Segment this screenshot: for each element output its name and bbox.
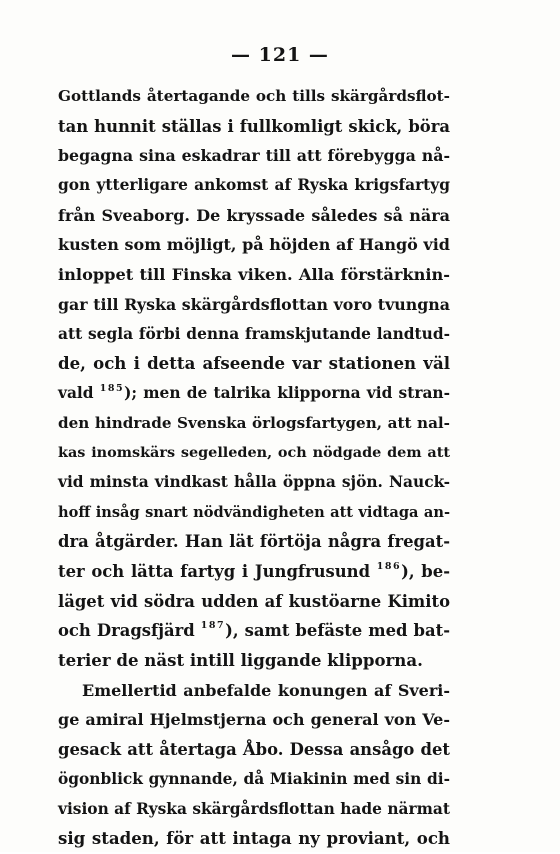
text-line: [58, 379, 450, 409]
line-text-before-note: och Dragsfjärd: [58, 621, 201, 641]
text-line: kusten som möjligt, på höjden af Hangö vid: [58, 235, 450, 255]
footnote-marker: 187: [200, 620, 226, 632]
line-text-before-note: vald: [58, 383, 100, 402]
footnote-marker: 185: [99, 382, 125, 394]
text-line: kas inomskärs segelleden, och nödgade dem att: [58, 444, 450, 462]
text-line: dra åtgärder. Han lät förtöja några fregat-: [58, 532, 450, 552]
text-line: läget vid södra udden af kustöarne Kimito: [58, 591, 450, 611]
text-line: från Sveaborg. De kryssade således så nära: [58, 205, 450, 225]
text-line: vid minsta vindkast hålla öppna sjön. Nauck-: [58, 472, 450, 491]
text-line: sig staden, för att intaga ny proviant, och: [58, 828, 450, 849]
line-text-after-note: ), samt befäste med bat-: [225, 621, 450, 641]
text-line: att segla förbi denna framskjutande landtud-: [58, 324, 450, 343]
text-line: begagna sina eskadrar till att förebygga nå-: [58, 146, 450, 166]
text-line: gesack att återtaga Åbo. Dessa ansågo det: [58, 740, 450, 760]
text-line: den hindrade Svenska örlogsfartygen, att nal-: [58, 413, 450, 432]
footnote-marker: 186: [376, 561, 402, 572]
line-text-after-note: ); men de talrika klipporna vid stran-: [124, 383, 450, 402]
line-text-after-note: ), be-: [401, 562, 450, 581]
text-line: inloppet till Finska viken. Alla förstärknin-: [58, 265, 450, 285]
text-line: Emellertid anbefalde konungen af Sveri-: [82, 680, 450, 700]
text-line: ögonblick gynnande, då Miakinin med sin di-: [58, 769, 450, 788]
page-number: — 121 —: [231, 44, 329, 66]
text-line: gar till Ryska skärgårdsflottan voro tvungna: [58, 294, 450, 314]
text-line: [58, 557, 450, 587]
text-line: terier de näst intill liggande klipporna.: [58, 650, 423, 671]
body-text: [58, 82, 450, 854]
text-line: de, och i detta afseende var stationen väl: [58, 353, 450, 374]
text-line: Gottlands återtagande och tills skärgårdsflot-: [58, 87, 450, 105]
text-line: hoff insåg snart nödvändigheten att vidtaga an-: [58, 503, 450, 521]
text-line: [58, 616, 450, 646]
text-line: gon ytterligare ankomst af Ryska krigsfartyg: [58, 176, 450, 195]
text-line: tan hunnit ställas i fullkomligt skick, böra: [58, 116, 450, 136]
text-line: ge amiral Hjelmstjerna och general von Ve-: [58, 710, 450, 730]
text-line: vision af Ryska skärgårdsflottan hade närmat: [58, 799, 450, 818]
line-text-before-note: ter och lätta fartyg i Jungfrusund: [58, 562, 377, 581]
